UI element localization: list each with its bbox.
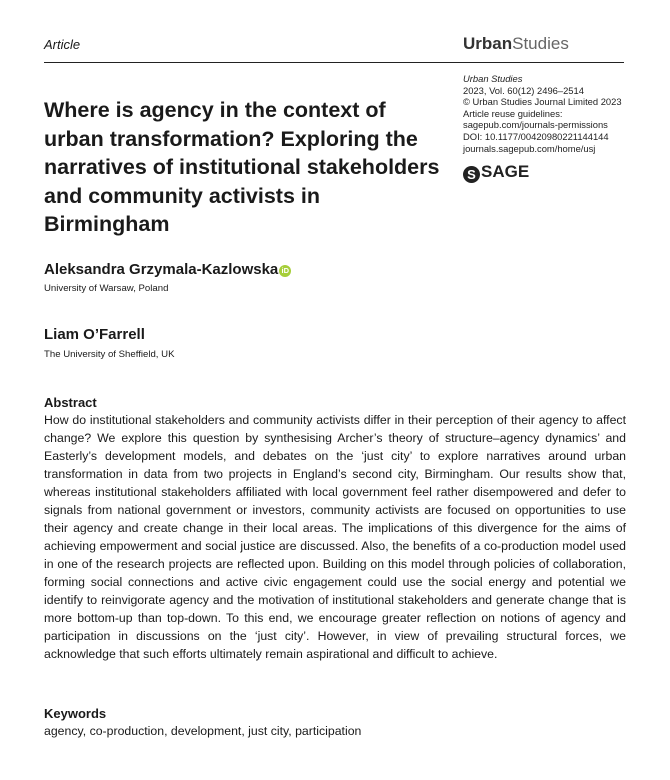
meta-journal: Urban Studies [463, 73, 523, 84]
author-1-name-text: Aleksandra Grzymala-Kazlowska [44, 261, 279, 278]
publisher-name: SAGE [481, 162, 530, 181]
header-rule [44, 62, 624, 63]
orcid-icon[interactable]: iD [279, 265, 291, 277]
sage-s-icon: S [463, 166, 480, 183]
meta-doi[interactable]: DOI: 10.1177/00420980221144144 [463, 130, 609, 142]
journal-logo-strong: Urban [463, 34, 513, 53]
paper-title: Where is agency in the context of urban transformation? Exploring the narratives of institutional stakeholders and community activists in Birmingham [44, 98, 440, 236]
meta-copyright: © Urban Studies Journal Limited 2023 [463, 96, 622, 108]
keywords-heading: Keywords [44, 706, 107, 721]
author-affiliation-1: University of Warsaw, Poland [44, 283, 169, 294]
journal-logo-light: Studies [512, 34, 569, 53]
author-name-1 [44, 261, 291, 278]
article-type-label: Article [44, 37, 81, 52]
meta-citation: 2023, Vol. 60(12) 2496–2514 [463, 84, 584, 96]
abstract-body: How do institutional stakeholders and community activists differ in their perception of their agency to affect change? We explore this question by synthesising Archer’s theory of structure–agency dynamics’ and Easterly’s development models, and debates on the ‘just city’ to explore narratives around urban transformation in data from two projects in England’s second city, Birmingham. Our results show that, whereas institutional stakeholders affiliated with local government feel rather disempowered and defer to signals from national government or investors, community activists are focused on opportunities to use their agency and create change in their local areas. The implications of this divergence for the aims of achieving empowerment and social justice are discussed. Also, the benefits of a co-production model used in one of the research projects are reflected upon. Building on this model through policies of collaboration, forming social connections and active civic engagement could use the social energy and potential we identify to reinvigorate agency and the motivation of institutional stakeholders and generate change that is more bottom-up than top-down. To this end, we encourage greater reflection on notions of agency and participation in discussions on the ‘just city’. However, in view of prevailing structural forces, we acknowledge that such efforts ultimately remain aspirational and difficult to achieve. [44, 413, 626, 661]
author-name-2: Liam O’Farrell [44, 326, 145, 343]
meta-reuse-label: Article reuse guidelines: [463, 107, 563, 119]
keywords-list: agency, co-production, development, just city, participation [44, 724, 362, 738]
author-affiliation-2: The University of Sheffield, UK [44, 349, 175, 360]
publisher-logo [463, 162, 529, 183]
publication-meta [463, 73, 653, 154]
abstract-heading: Abstract [44, 395, 97, 410]
meta-journal-link[interactable]: journals.sagepub.com/home/usj [463, 142, 596, 154]
meta-reuse-link[interactable]: sagepub.com/journals-permissions [463, 119, 608, 131]
journal-logo [463, 34, 569, 54]
